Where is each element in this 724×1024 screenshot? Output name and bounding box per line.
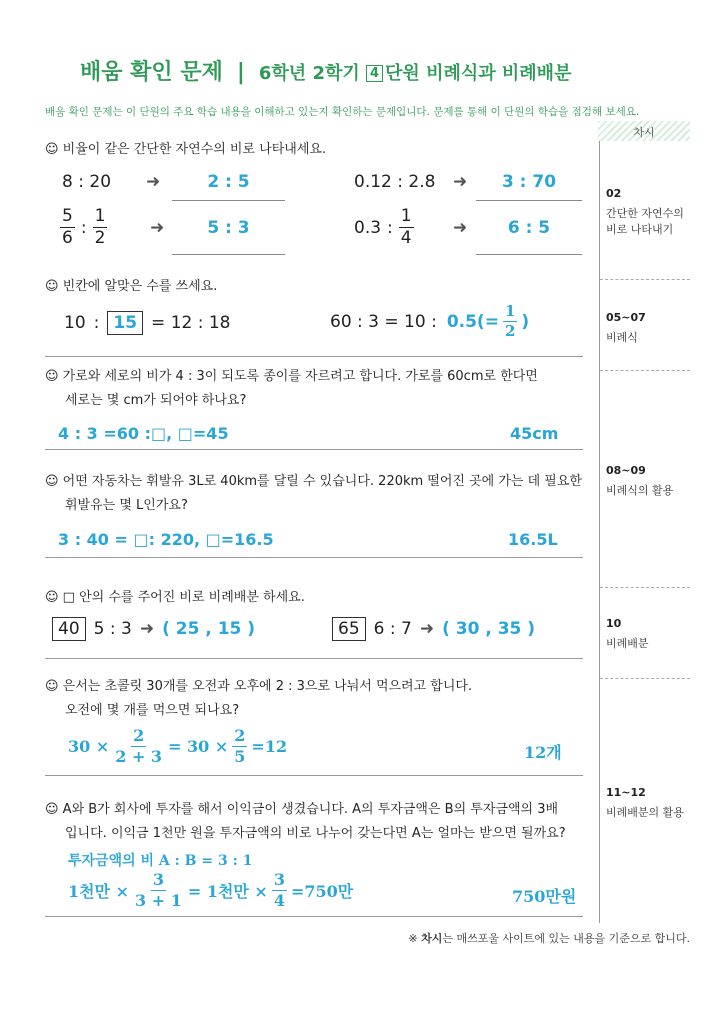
divider [45, 356, 583, 357]
total-box: 40 [52, 617, 86, 641]
denominator: 6 [62, 228, 73, 248]
q2a-left: 10 [64, 313, 86, 333]
q1-prompt: ☺ 비율이 같은 간단한 자연수의 비로 나타내세요. [45, 142, 327, 157]
q3-prompt [45, 365, 538, 413]
q5a-problem [52, 617, 255, 641]
q6-line2: 오전에 몇 개를 먹으면 되나요? [65, 703, 240, 718]
fraction [232, 728, 247, 765]
q4-answer: 16.5L [508, 530, 558, 549]
colon: : [93, 313, 100, 333]
q7-work-part: 1천만 × [68, 882, 130, 901]
q5b-answer: ( 30 , 35 ) [442, 619, 536, 639]
q1c-answer: 5 : 3 [207, 218, 250, 238]
q6-line1: ☺ 은서는 초콜릿 30개를 오전과 오후에 2 : 3으로 나눠서 먹으려고 합니다. [45, 679, 473, 694]
unit-name: 단원 비례식과 비례배분 [385, 63, 572, 84]
q2b-answer: 0.5(= [446, 311, 499, 332]
numerator: 1 [504, 302, 516, 320]
grade-label: 6학년 2학기 [258, 63, 360, 84]
sidebar-item [606, 785, 684, 821]
q3-line2: 세로는 몇 cm가 되어야 하나요? [65, 393, 247, 408]
denominator: 3 + 1 [135, 891, 182, 910]
denominator: 2 [94, 228, 106, 248]
total-box: 65 [332, 617, 366, 641]
fraction [60, 208, 75, 247]
sidebar-item-num: 08~09 [606, 464, 646, 477]
q4-prompt [45, 470, 582, 518]
denominator: 2 + 3 [115, 747, 163, 766]
q1d-left: 0.3 [354, 217, 382, 238]
arrow-icon: ➜ [139, 619, 155, 639]
divider [45, 775, 583, 776]
arrow-icon: ➜ [453, 218, 468, 238]
q1a-left: 8 [62, 172, 73, 192]
sidebar-separator [600, 678, 690, 679]
unit-number-box: 4 [366, 65, 383, 82]
sidebar-item-label: 비례식 [606, 331, 638, 344]
fraction [503, 304, 517, 339]
numerator: 3 [152, 870, 164, 889]
q7-work [68, 872, 353, 909]
denominator: 2 [504, 322, 516, 340]
fraction [113, 728, 164, 765]
q4-line1: ☺ 어떤 자동차는 휘발유 3L로 40km를 달릴 수 있습니다. 220km 떨어진 곳에 가는 데 필요한 [45, 474, 582, 489]
sidebar-item-num: 11~12 [606, 786, 646, 799]
title-main: 배움 확인 문제 [80, 60, 223, 85]
q2a-rest: = 12 : 18 [151, 313, 231, 333]
colon: : [78, 172, 84, 192]
colon: : [80, 217, 87, 238]
numerator: 5 [62, 206, 73, 226]
numerator: 3 [273, 870, 285, 889]
sidebar-item-num: 02 [606, 187, 622, 200]
sidebar-item-label: 간단한 자연수의 [606, 207, 684, 220]
numerator: 1 [400, 206, 412, 226]
divider [45, 557, 583, 558]
sidebar-separator [600, 587, 690, 588]
q7-line2: 입니다. 이익금 1천만 원을 투자금액의 비로 나누어 갖는다면 A는 얼마는 받으면 될까요? [65, 826, 566, 841]
page-title [80, 55, 571, 86]
q5-prompt: ☺ □ 안의 수를 주어진 비로 비례배분 하세요. [45, 590, 305, 605]
arrow-icon: ➜ [146, 172, 161, 192]
answer-line [476, 200, 582, 201]
q2b-left: 60 : 3 = 10 : [330, 311, 437, 332]
fraction [399, 208, 414, 247]
numerator: 2 [234, 726, 246, 745]
q7-answer: 750만원 [512, 887, 577, 906]
fraction [272, 872, 287, 909]
q1d-answer: 6 : 5 [507, 218, 551, 238]
sidebar-item [606, 616, 649, 652]
close-paren: ) [521, 311, 530, 332]
q5b-problem [332, 617, 535, 641]
answer-line [172, 200, 285, 201]
q7-prompt [45, 798, 566, 846]
colon: : [397, 172, 403, 192]
numerator: 1 [94, 206, 106, 226]
sidebar-item [606, 463, 673, 499]
divider [45, 916, 583, 917]
colon: : [387, 217, 393, 238]
q1c-problem [60, 208, 107, 247]
sidebar-separator [600, 370, 690, 371]
fraction [93, 208, 108, 247]
sidebar-header-label: 차시 [633, 126, 655, 139]
sidebar-divider [599, 141, 600, 923]
sidebar-item-label: 비례식의 활용 [606, 484, 674, 497]
q6-work-part: 30 × [68, 737, 110, 756]
sidebar-header [598, 121, 690, 141]
footnote-bold: 차시 [421, 932, 443, 945]
answer-box: 15 [107, 311, 143, 335]
q4-work: 3 : 40 = □: 220, □=16.5 [58, 530, 274, 549]
footnote-text: 는 매쓰포울 사이트에 있는 내용을 기준으로 합니다. [442, 932, 690, 945]
divider [45, 449, 583, 450]
footnote-mark: ※ [408, 932, 418, 945]
q5a-answer: ( 25 , 15 ) [162, 619, 256, 639]
sidebar-item [606, 186, 684, 238]
answer-line [476, 254, 582, 255]
q2a-problem [64, 311, 231, 335]
sidebar-item-label: 비로 나타내기 [606, 223, 674, 236]
q6-answer: 12개 [524, 743, 562, 762]
q1a-answer: 2 : 5 [207, 172, 250, 192]
denominator: 4 [400, 228, 412, 248]
q4-line2: 휘발유는 몇 L인가요? [65, 498, 188, 513]
divider [45, 658, 583, 659]
q3-work: 4 : 3 =60 :□, □=45 [58, 424, 229, 443]
q6-prompt [45, 675, 472, 723]
denominator: 5 [234, 747, 246, 766]
footnote [408, 930, 690, 946]
q1b-problem [354, 172, 435, 192]
sidebar-item [606, 310, 646, 346]
q7-line1: ☺ A와 B가 회사에 투자를 해서 이익금이 생겼습니다. A의 투자금액은 B의 투자금액의 3배 [45, 802, 559, 817]
q1a-right: 20 [89, 172, 112, 192]
sidebar-item-label: 비례배분의 활용 [606, 806, 684, 819]
title-separator: | [236, 60, 245, 85]
denominator: 4 [273, 891, 285, 910]
fraction [133, 872, 184, 909]
q7-work-part: = 1천만 × [187, 882, 268, 901]
answer-line [172, 254, 285, 255]
sidebar-item-num: 10 [606, 617, 622, 630]
numerator: 2 [133, 726, 145, 745]
q7-work-part: =750만 [290, 882, 354, 901]
sidebar-separator [600, 279, 690, 280]
arrow-icon: ➜ [453, 172, 468, 192]
q6-work-part: =12 [251, 737, 288, 756]
intro-text: 배움 확인 문제는 이 단원의 주요 학습 내용을 이해하고 있는지 확인하는 문제입니다. 문제를 통해 이 단원의 학습을 점검해 보세요. [45, 106, 640, 118]
q1a-problem [62, 172, 111, 192]
q5a-ratio: 5 : 3 [93, 619, 132, 639]
q7-ratio-line: 투자금액의 비 A : B = 3 : 1 [68, 853, 253, 869]
q1d-problem [354, 208, 414, 247]
q1b-answer: 3 : 70 [501, 172, 557, 192]
q6-work-part: = 30 × [168, 737, 229, 756]
sidebar-item-num: 05~07 [606, 311, 646, 324]
q1b-left: 0.12 [354, 172, 392, 192]
q5b-ratio: 6 : 7 [373, 619, 412, 639]
q2b-problem [330, 304, 529, 339]
q3-answer: 45cm [510, 424, 559, 443]
sidebar-item-label: 비례배분 [606, 637, 649, 650]
q3-line1: ☺ 가로와 세로의 비가 4 : 3이 되도록 종이를 자르려고 합니다. 가로를 60cm로 한다면 [45, 369, 538, 384]
arrow-icon: ➜ [150, 218, 165, 238]
q1b-right: 2.8 [408, 172, 436, 192]
q6-work [68, 728, 287, 765]
q2-prompt: ☺ 빈칸에 알맞은 수를 쓰세요. [45, 279, 218, 294]
arrow-icon: ➜ [419, 619, 435, 639]
